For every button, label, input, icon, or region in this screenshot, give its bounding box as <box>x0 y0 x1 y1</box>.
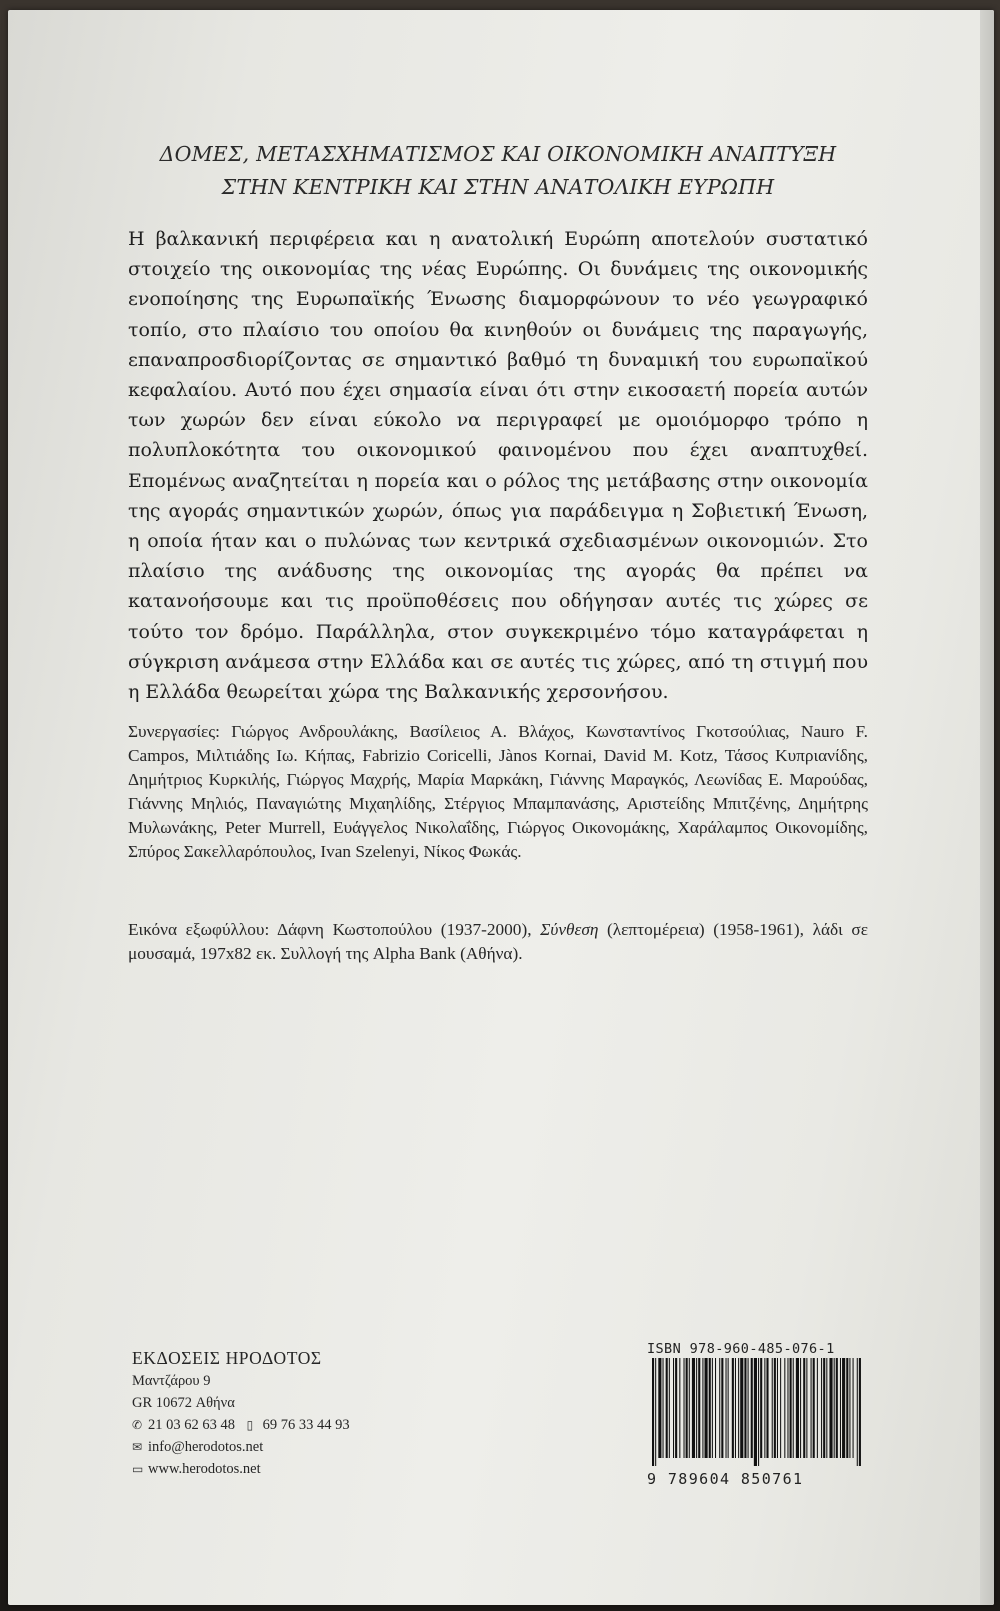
barcode-bar <box>726 1358 727 1458</box>
barcode-bar <box>715 1358 716 1458</box>
barcode-bar <box>859 1358 861 1466</box>
mobile-icon: ▯ <box>246 1418 254 1432</box>
barcode-bar <box>655 1358 656 1466</box>
title-line-1: ΔΟΜΕΣ, ΜΕΤΑΣΧΗΜΑΤΙΣΜΟΣ ΚΑΙ ΟΙΚΟΝΟΜΙΚΗ ΑΝΑΠΤΥΞΗ <box>159 142 837 166</box>
barcode-bar <box>744 1358 746 1458</box>
barcode-bar <box>712 1358 713 1458</box>
barcode-bar <box>780 1358 781 1458</box>
isbn-barcode <box>650 1358 862 1466</box>
barcode-bar <box>853 1358 854 1458</box>
barcode-bar <box>774 1358 776 1458</box>
barcode-bar <box>834 1358 835 1458</box>
barcode-bar <box>652 1358 654 1466</box>
title-line-2: ΣΤΗΝ ΚΕΝΤΡΙΚΗ ΚΑΙ ΣΤΗΝ ΑΝΑΤΟΛΙΚΗ ΕΥΡΩΠΗ <box>221 175 775 199</box>
barcode-bar <box>777 1358 778 1458</box>
publisher-phones <box>132 1414 452 1436</box>
barcode-bar <box>823 1358 825 1458</box>
barcode-bar <box>728 1358 729 1458</box>
publisher-name: ΕΚΔΟΣΕΙΣ ΗΡΟΔΟΤΟΣ <box>132 1348 322 1368</box>
barcode-bar <box>766 1358 768 1458</box>
barcode-bar <box>738 1358 739 1458</box>
contributors-label: Συνεργασίες: <box>128 722 220 741</box>
barcode-bar <box>705 1358 708 1458</box>
publisher-web: www.herodotos.net <box>148 1461 261 1477</box>
barcode-bar <box>826 1358 827 1458</box>
barcode-bar <box>735 1358 736 1458</box>
book-back-cover <box>8 10 994 1605</box>
publisher-street: Μαντζάρου 9 <box>132 1373 211 1389</box>
barcode-bar <box>675 1358 677 1458</box>
book-description: Η βαλκανική περιφέρεια και η ανατολική Ευρώπη αποτελούν συστατικό στοιχείο της οικονομίας της νέας Ευρώπης. Οι δυνάμεις της οικονομικής ενοποίησης της Ευρωπαϊκής Ένωσης διαμορφώνουν το νέο γεωγραφικό τοπίο, στο πλαίσιο του οποίου θα κινηθούν οι δυνάμεις της παραγωγής, επαναπροσδιορίζοντας σε σημαντικό βαθμό τη δυναμική του ευρωπαϊκού κεφαλαίου. Αυτό που έχει σημασία είναι ότι στην εικοσαετή πορεία αυτών των χωρών δεν είναι εύκολο να περιγραφεί με ομοιόμορφο τρόπο η πολυπλοκότητα του οικονομικού φαινομένου που έχει αναπτυχθεί. Επομένως αναζητείται η πορεία και ο ρόλος της μετάβασης στην οικονομία της αγοράς σημαντικών χωρών, όπως για παράδειγμα η Σοβιετική Ένωση, η οποία ήταν και ο πυλώνας των κεντρικά σχεδιασμένων οικονομιών. Στο πλαίσιο της ανάδυσης της οικονομίας της αγοράς θα πρέπει να κατανοήσουμε και τις προϋποθέσεις που οδήγησαν αυτές τις χώρες σε τούτο τον δρόμο. Παράλληλα, στον συγκεκριμένο τόμο καταγράφεται η σύγκριση ανάμεσα στην Ελλάδα και σε αυτές τις χώρες, από τη στιγμή που η Ελλάδα θεωρείται χώρα της Βαλκανικής χερσονήσου. <box>128 228 868 704</box>
barcode-bar <box>787 1358 788 1458</box>
barcode-bar <box>719 1358 720 1458</box>
barcode-bar <box>821 1358 822 1458</box>
barcode-bar <box>702 1358 703 1458</box>
barcode-bar <box>748 1358 749 1458</box>
barcode-bar <box>846 1358 848 1458</box>
barcode-bar <box>813 1358 815 1458</box>
barcode-bar <box>709 1358 711 1458</box>
barcode-bar <box>679 1358 680 1458</box>
publisher-email-line <box>132 1436 452 1458</box>
barcode-bar <box>796 1358 799 1458</box>
barcode-bar <box>663 1358 664 1458</box>
barcode-bar <box>842 1358 845 1458</box>
barcode-bar <box>684 1358 685 1458</box>
barcode-bar <box>732 1358 734 1458</box>
phone-icon: ✆ <box>132 1418 143 1432</box>
contributors <box>128 720 868 863</box>
contributors-names: Γιώργος Ανδρουλάκης, Βασίλειος Α. Βλάχος, Κωνσταντίνος Γκοτσούλιας, Nauro F. Campos, Μιλτιάδης Ιω. Κήπας, Fabrizio Coricelli, Jànos Kornai, David M. Kotz, Τάσος Κυπριανίδης, Δημήτριος Κυρκιλής, Γιώργος Μαχρής, Μαρία Μαρκάκη, Γιάννης Μαραγκός, Λεωνίδας Ε. Μαρούδας, Γιάννης Μηλιός, Παναγιώτης Μιχαηλίδης, Στέργιος Μπαμπανάσης, Αριστείδης Μπιτζένης, Δημήτρης Μυλωνάκης, Peter Murrell, Ευάγγελος Νικολαΐδης, Γιώργος Οικονομάκης, Χαράλαμπος Οικονομίδης, Σπύρος Σακελλαρόπουλος, Ivan Szelenyi, Νίκος Φωκάς. <box>128 722 868 861</box>
barcode-bar <box>829 1358 832 1458</box>
publisher-info <box>132 1346 452 1480</box>
barcode-digits: 9 789604 850761 <box>647 1470 804 1488</box>
barcode-bar <box>760 1358 762 1458</box>
cover-image-work: Σύνθεση <box>540 920 599 939</box>
barcode-bar <box>793 1358 794 1458</box>
barcode-bar <box>740 1358 743 1458</box>
barcode-bar <box>658 1358 661 1458</box>
book-title <box>128 138 868 204</box>
barcode-bar <box>764 1358 765 1458</box>
barcode-bar <box>790 1358 792 1458</box>
barcode-bar <box>772 1358 773 1458</box>
barcode-bar <box>857 1358 858 1466</box>
barcode-bar <box>784 1358 785 1458</box>
barcode-bar <box>692 1358 695 1458</box>
cover-image-credit <box>128 918 868 966</box>
cover-image-prefix: Εικόνα εξωφύλλου: Δάφνη Κωστοπούλου (1937-2000), <box>128 920 532 939</box>
barcode-bar <box>666 1358 668 1458</box>
barcode-bar <box>803 1358 805 1458</box>
barcode-bar <box>840 1358 841 1458</box>
publisher-city: GR 10672 Αθήνα <box>132 1395 235 1411</box>
barcode-bar <box>673 1358 674 1458</box>
barcode-bar <box>669 1358 670 1458</box>
publisher-phone: 21 03 62 63 48 <box>148 1417 235 1433</box>
barcode-bar <box>806 1358 807 1458</box>
barcode-bar <box>721 1358 723 1458</box>
publisher-email: info@herodotos.net <box>148 1439 264 1455</box>
barcode-bar <box>686 1358 688 1458</box>
barcode-bar <box>698 1358 700 1458</box>
barcode-bar <box>689 1358 690 1458</box>
cover-edge <box>980 10 994 1605</box>
publisher-web-line <box>132 1458 452 1480</box>
barcode-bar <box>800 1358 801 1458</box>
barcode-bar <box>817 1358 818 1458</box>
email-icon: ✉ <box>132 1440 143 1454</box>
barcode-bar <box>751 1358 753 1458</box>
barcode-bar <box>849 1358 850 1458</box>
isbn-label: ISBN 978-960-485-076-1 <box>647 1341 835 1357</box>
barcode-bar <box>836 1358 838 1458</box>
barcode-bar <box>758 1358 759 1466</box>
barcode-bar <box>754 1358 757 1466</box>
barcode-bar <box>696 1358 697 1458</box>
cover-image-suffix: (λεπτομέρεια) (1958-1961), λάδι σε μουσαμά, 197x82 εκ. Συλλογή της Alpha Bank (Αθήνα). <box>128 920 868 963</box>
barcode-bar <box>811 1358 812 1458</box>
web-icon: ▭ <box>132 1462 144 1476</box>
publisher-mobile: 69 76 33 44 93 <box>262 1417 350 1433</box>
